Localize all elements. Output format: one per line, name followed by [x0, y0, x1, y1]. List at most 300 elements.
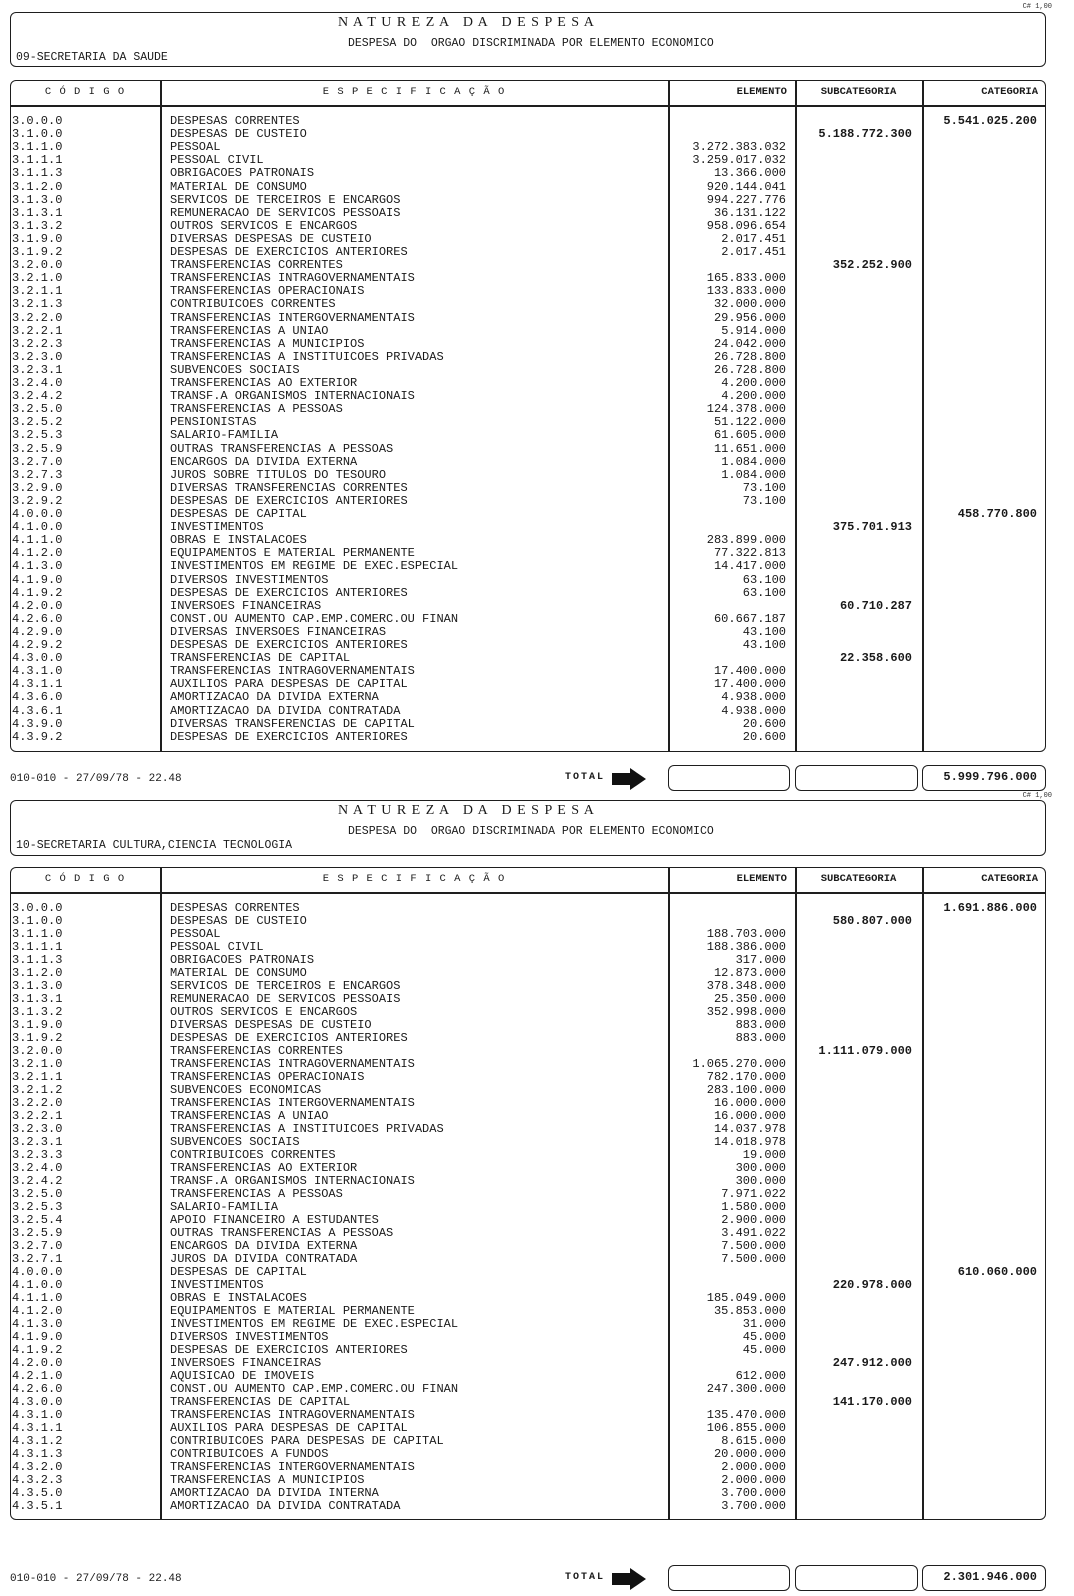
table-row	[0, 1448, 1074, 1461]
account-code: 4.1.9.2	[12, 585, 63, 600]
account-description: TRANSFERENCIAS DE CAPITAL	[170, 1395, 351, 1409]
account-code: 4.1.9.0	[12, 572, 63, 587]
account-description: DESPESAS DE CUSTEIO	[170, 127, 307, 142]
account-description: PESSOAL	[170, 140, 221, 155]
account-description: PESSOAL CIVIL	[170, 153, 264, 168]
organ-name: 10-SECRETARIA CULTURA,CIENCIA TECNOLOGIA	[16, 839, 293, 852]
account-description: TRANSFERENCIAS INTRAGOVERNAMENTAIS	[170, 664, 415, 679]
account-code: 4.3.2.0	[12, 1460, 63, 1474]
elemento-value: 8.615.000	[721, 1434, 786, 1448]
account-code: 3.2.1.1	[12, 284, 63, 299]
elemento-value: 31.000	[742, 1317, 786, 1331]
account-code: 4.3.1.1	[12, 677, 63, 692]
account-code: 4.1.9.2	[12, 1343, 63, 1357]
account-code: 3.2.5.3	[12, 1200, 63, 1214]
account-description: AUXILIOS PARA DESPESAS DE CAPITAL	[170, 1421, 408, 1435]
elemento-value: 20.000.000	[713, 1447, 786, 1461]
account-description: CONTRIBUICOES PARA DESPESAS DE CAPITAL	[170, 1434, 444, 1448]
account-code: 3.2.5.9	[12, 441, 63, 456]
elemento-value: 19.000	[742, 1148, 786, 1162]
elemento-value: 612.000	[735, 1369, 786, 1383]
table-row	[0, 560, 1074, 573]
account-code: 4.1.1.0	[12, 533, 63, 548]
account-code: 3.2.0.0	[12, 1044, 63, 1058]
account-code: 4.3.6.1	[12, 703, 63, 718]
elemento-value: 63.100	[742, 585, 786, 600]
account-description: SERVICOS DE TERCEIROS E ENCARGOS	[170, 979, 401, 993]
elemento-value: 2.900.000	[721, 1213, 786, 1227]
elemento-value: 283.100.000	[706, 1083, 786, 1097]
account-code: 4.3.1.0	[12, 1408, 63, 1422]
table-row	[0, 915, 1074, 928]
account-code: 3.2.1.3	[12, 297, 63, 312]
elemento-value: 3.491.022	[721, 1226, 786, 1240]
account-code: 3.2.4.0	[12, 376, 63, 390]
account-description: ENCARGOS DA DIVIDA EXTERNA	[170, 1239, 358, 1253]
account-description: JUROS SOBRE TITULOS DO TESOURO	[170, 467, 387, 482]
account-code: 3.1.3.0	[12, 192, 63, 207]
account-code: 3.1.3.1	[12, 205, 63, 220]
account-description: TRANSFERENCIAS CORRENTES	[170, 1044, 343, 1058]
account-description: AMORTIZACAO DA DIVIDA CONTRATADA	[170, 703, 401, 718]
account-description: AMORTIZACAO DA DIVIDA CONTRATADA	[170, 1499, 401, 1513]
account-description: TRANSFERENCIAS A INSTITUICOES PRIVADAS	[170, 1122, 444, 1136]
table-row	[0, 1136, 1074, 1149]
account-code: 3.1.9.0	[12, 1018, 63, 1032]
account-code: 3.2.4.2	[12, 389, 63, 404]
elemento-value: 73.100	[742, 480, 786, 495]
account-description: DESPESAS DE EXERCICIOS ANTERIORES	[170, 638, 408, 652]
account-code: 3.2.9.2	[12, 493, 63, 508]
elemento-value: 165.833.000	[706, 271, 786, 286]
table-row	[0, 338, 1074, 351]
account-description: DESPESAS DE EXERCICIOS ANTERIORES	[170, 493, 408, 508]
elemento-value: 2.017.451	[721, 231, 786, 246]
account-description: INVESTIMENTOS EM REGIME DE EXEC.ESPECIAL	[170, 1317, 459, 1331]
account-code: 4.3.1.3	[12, 1447, 63, 1461]
account-code: 3.1.0.0	[12, 914, 63, 928]
table-row	[0, 665, 1074, 678]
account-code: 3.2.7.1	[12, 1252, 63, 1266]
elemento-value: 63.100	[742, 572, 786, 587]
account-code: 3.1.2.0	[12, 966, 63, 980]
table-row	[0, 272, 1074, 285]
table-row	[0, 1305, 1074, 1318]
elemento-value: 958.096.654	[706, 218, 786, 233]
table-row	[0, 194, 1074, 207]
account-description: TRANSFERENCIAS AO EXTERIOR	[170, 376, 358, 390]
organ-name: 09-SECRETARIA DA SAUDE	[16, 51, 168, 64]
table-row	[0, 547, 1074, 560]
account-description: SUBVENCOES ECONOMICAS	[170, 1083, 322, 1097]
account-code: 4.1.2.0	[12, 546, 63, 561]
account-code: 4.3.0.0	[12, 651, 63, 666]
elemento-value: 60.667.187	[713, 611, 786, 626]
account-description: EQUIPAMENTOS E MATERIAL PERMANENTE	[170, 1304, 415, 1318]
elemento-value: 378.348.000	[706, 979, 786, 993]
account-description: EQUIPAMENTOS E MATERIAL PERMANENTE	[170, 546, 415, 561]
account-code: 3.1.1.0	[12, 927, 63, 941]
table-row	[0, 1097, 1074, 1110]
elemento-value: 7.500.000	[721, 1239, 786, 1253]
elemento-value: 106.855.000	[706, 1421, 786, 1435]
account-code: 4.1.9.0	[12, 1330, 63, 1344]
account-code: 4.1.3.0	[12, 1317, 63, 1331]
account-description: AUXILIOS PARA DESPESAS DE CAPITAL	[170, 677, 408, 692]
elemento-value: 247.300.000	[706, 1382, 786, 1396]
elemento-value: 24.042.000	[713, 336, 786, 351]
table-row	[0, 259, 1074, 272]
account-code: 4.3.5.0	[12, 1486, 63, 1500]
account-code: 3.0.0.0	[12, 901, 63, 915]
elemento-value: 3.272.383.032	[692, 140, 786, 155]
account-code: 4.3.0.0	[12, 1395, 63, 1409]
total-elemento	[668, 765, 790, 791]
table-row	[0, 1006, 1074, 1019]
account-description: AMORTIZACAO DA DIVIDA INTERNA	[170, 1486, 379, 1500]
elemento-value: 133.833.000	[706, 284, 786, 299]
account-code: 3.1.0.0	[12, 127, 63, 142]
run-info: 010-010 - 27/09/78 - 22.48	[10, 1573, 182, 1585]
account-code: 3.1.3.2	[12, 1005, 63, 1019]
account-description: AQUISICAO DE IMOVEIS	[170, 1369, 315, 1383]
account-description: SALARIO-FAMILIA	[170, 1200, 279, 1214]
account-code: 3.1.3.1	[12, 992, 63, 1006]
account-description: TRANSFERENCIAS DE CAPITAL	[170, 651, 351, 666]
elemento-value: 994.227.776	[706, 192, 786, 207]
table-row	[0, 902, 1074, 915]
elemento-value: 14.417.000	[713, 559, 786, 574]
table-row	[0, 364, 1074, 377]
total-categoria: 2.301.946.000	[922, 1565, 1046, 1591]
account-code: 3.0.0.0	[12, 114, 63, 128]
account-description: INVESTIMENTOS	[170, 1278, 264, 1292]
elemento-value: 43.100	[742, 624, 786, 639]
subcategoria-value: 60.710.287	[839, 598, 912, 613]
table-row	[0, 390, 1074, 403]
account-description: TRANSFERENCIAS A MUNICIPIOS	[170, 336, 365, 351]
account-code: 3.2.2.0	[12, 310, 63, 325]
table-row	[0, 429, 1074, 442]
account-description: DIVERSAS DESPESAS DE CUSTEIO	[170, 1018, 372, 1032]
account-code: 3.2.5.3	[12, 428, 63, 443]
total-subcategoria	[795, 765, 918, 791]
account-code: 4.2.6.0	[12, 1382, 63, 1396]
elemento-value: 43.100	[742, 638, 786, 652]
elemento-value: 13.366.000	[713, 166, 786, 181]
account-description: REMUNERACAO DE SERVICOS PESSOAIS	[170, 992, 401, 1006]
elemento-value: 300.000	[735, 1174, 786, 1188]
elemento-value: 317.000	[735, 953, 786, 967]
account-code: 3.2.3.1	[12, 1135, 63, 1149]
account-description: ENCARGOS DA DIVIDA EXTERNA	[170, 454, 358, 469]
table-row	[0, 1435, 1074, 1448]
account-description: OUTROS SERVICOS E ENCARGOS	[170, 218, 358, 233]
account-description: DESPESAS DE EXERCICIOS ANTERIORES	[170, 245, 408, 259]
table-row	[0, 141, 1074, 154]
account-code: 4.3.9.0	[12, 716, 63, 731]
account-description: OBRAS E INSTALACOES	[170, 1291, 307, 1305]
account-description: MATERIAL DE CONSUMO	[170, 966, 307, 980]
elemento-value: 1.084.000	[721, 467, 786, 482]
account-code: 4.1.0.0	[12, 520, 63, 535]
account-code: 3.2.4.0	[12, 1161, 63, 1175]
table-header-divider	[10, 892, 1046, 894]
account-description: SUBVENCOES SOCIAIS	[170, 362, 300, 377]
subcategoria-value: 22.358.600	[839, 651, 912, 666]
elemento-value: 3.700.000	[721, 1499, 786, 1513]
table-row	[0, 416, 1074, 429]
elemento-value: 51.122.000	[713, 415, 786, 430]
account-description: MATERIAL DE CONSUMO	[170, 179, 307, 194]
account-description: TRANSFERENCIAS A PESSOAS	[170, 402, 343, 417]
table-row	[0, 1019, 1074, 1032]
column-header-elemento: ELEMENTO	[736, 86, 787, 98]
column-header-codigo: C Ó D I G O	[44, 86, 126, 98]
table-row	[0, 1175, 1074, 1188]
elemento-value: 4.938.000	[721, 690, 786, 705]
account-code: 3.2.5.0	[12, 1187, 63, 1201]
account-code: 3.1.9.0	[12, 231, 63, 246]
account-code: 4.3.9.2	[12, 729, 63, 744]
account-code: 3.2.2.3	[12, 336, 63, 351]
elemento-value: 17.400.000	[713, 677, 786, 692]
elemento-value: 32.000.000	[713, 297, 786, 312]
account-description: SERVICOS DE TERCEIROS E ENCARGOS	[170, 192, 401, 207]
table-row	[0, 351, 1074, 364]
table-row	[0, 954, 1074, 967]
account-code: 3.1.1.0	[12, 140, 63, 155]
form-reference: C# 1,00	[1022, 3, 1052, 11]
categoria-value: 1.691.886.000	[943, 901, 1037, 915]
account-code: 4.1.1.0	[12, 1291, 63, 1305]
subcategoria-value: 5.188.772.300	[818, 127, 912, 142]
account-code: 3.2.7.3	[12, 467, 63, 482]
table-row	[0, 1149, 1074, 1162]
elemento-value: 77.322.813	[713, 546, 786, 561]
subcategoria-value: 580.807.000	[832, 914, 912, 928]
account-code: 3.2.5.4	[12, 1213, 63, 1227]
account-description: DIVERSAS DESPESAS DE CUSTEIO	[170, 231, 372, 246]
account-description: TRANSFERENCIAS A MUNICIPIOS	[170, 1473, 365, 1487]
account-code: 3.2.9.0	[12, 480, 63, 495]
account-description: OUTROS SERVICOS E ENCARGOS	[170, 1005, 358, 1019]
elemento-value: 45.000	[742, 1330, 786, 1344]
elemento-value: 883.000	[735, 1031, 786, 1045]
account-description: DIVERSOS INVESTIMENTOS	[170, 572, 329, 587]
table-row	[0, 1396, 1074, 1409]
elemento-value: 45.000	[742, 1343, 786, 1357]
table-row	[0, 298, 1074, 311]
table-row	[0, 220, 1074, 233]
column-header-elemento: ELEMENTO	[736, 873, 787, 885]
account-description: TRANSFERENCIAS INTERGOVERNAMENTAIS	[170, 310, 415, 325]
elemento-value: 4.938.000	[721, 703, 786, 718]
account-code: 3.2.5.2	[12, 415, 63, 430]
elemento-value: 2.017.451	[721, 245, 786, 259]
elemento-value: 20.600	[742, 716, 786, 731]
account-code: 3.2.1.1	[12, 1070, 63, 1084]
table-row	[0, 246, 1074, 259]
account-description: PENSIONISTAS	[170, 415, 257, 430]
account-description: DESPESAS DE EXERCICIOS ANTERIORES	[170, 1343, 408, 1357]
table-row	[0, 181, 1074, 194]
column-header-categoria: CATEGORIA	[981, 86, 1038, 98]
elemento-value: 3.700.000	[721, 1486, 786, 1500]
total-categoria: 5.999.796.000	[922, 765, 1046, 791]
account-code: 3.1.1.1	[12, 153, 63, 168]
table-row	[0, 1331, 1074, 1344]
account-description: SUBVENCOES SOCIAIS	[170, 1135, 300, 1149]
table-row	[0, 1214, 1074, 1227]
elemento-value: 26.728.800	[713, 362, 786, 377]
account-code: 3.2.5.0	[12, 402, 63, 417]
categoria-value: 458.770.800	[957, 507, 1037, 521]
table-row	[0, 980, 1074, 993]
account-description: PESSOAL	[170, 927, 221, 941]
categoria-value: 5.541.025.200	[943, 114, 1037, 128]
table-row	[0, 1032, 1074, 1045]
total-label: TOTAL	[565, 1572, 606, 1583]
elemento-value: 14.037.978	[713, 1122, 786, 1136]
account-description: INVESTIMENTOS EM REGIME DE EXEC.ESPECIAL	[170, 559, 459, 574]
table-row	[0, 1357, 1074, 1370]
elemento-value: 5.914.000	[721, 323, 786, 338]
table-row	[0, 233, 1074, 246]
account-code: 4.0.0.0	[12, 1265, 63, 1279]
subcategoria-value: 375.701.913	[832, 520, 912, 535]
table-row	[0, 482, 1074, 495]
account-code: 3.2.1.2	[12, 1083, 63, 1097]
account-description: CONTRIBUICOES CORRENTES	[170, 1148, 336, 1162]
elemento-value: 17.400.000	[713, 664, 786, 679]
account-code: 3.2.7.0	[12, 1239, 63, 1253]
elemento-value: 14.018.978	[713, 1135, 786, 1149]
elemento-value: 4.200.000	[721, 389, 786, 404]
elemento-value: 61.605.000	[713, 428, 786, 443]
account-description: APOIO FINANCEIRO A ESTUDANTES	[170, 1213, 379, 1227]
total-label: TOTAL	[565, 772, 606, 783]
elemento-value: 185.049.000	[706, 1291, 786, 1305]
table-row	[0, 469, 1074, 482]
table-row	[0, 1227, 1074, 1240]
table-row	[0, 652, 1074, 665]
table-row	[0, 1318, 1074, 1331]
account-description: DIVERSAS TRANSFERENCIAS DE CAPITAL	[170, 716, 415, 731]
column-header-codigo: C Ó D I G O	[44, 873, 126, 885]
account-code: 3.1.1.1	[12, 940, 63, 954]
elemento-value: 782.170.000	[706, 1070, 786, 1084]
account-description: TRANSF.A ORGANISMOS INTERNACIONAIS	[170, 389, 415, 404]
account-code: 4.2.9.0	[12, 624, 63, 639]
account-code: 3.2.3.3	[12, 1148, 63, 1162]
table-row	[0, 1474, 1074, 1487]
table-row	[0, 207, 1074, 220]
table-row	[0, 1253, 1074, 1266]
account-description: DESPESAS DE CAPITAL	[170, 507, 307, 521]
table-row	[0, 574, 1074, 587]
table-row	[0, 718, 1074, 731]
account-description: INVERSOES FINANCEIRAS	[170, 598, 322, 613]
subcategoria-value: 352.252.900	[832, 258, 912, 273]
elemento-value: 2.000.000	[721, 1460, 786, 1474]
column-header-categoria: CATEGORIA	[981, 873, 1038, 885]
account-description: REMUNERACAO DE SERVICOS PESSOAIS	[170, 205, 401, 220]
account-description: OBRAS E INSTALACOES	[170, 533, 307, 548]
subcategoria-value: 247.912.000	[832, 1356, 912, 1370]
table-row	[0, 167, 1074, 180]
account-description: DIVERSAS TRANSFERENCIAS CORRENTES	[170, 480, 408, 495]
table-row	[0, 443, 1074, 456]
account-code: 4.3.1.0	[12, 664, 63, 679]
elemento-value: 35.853.000	[713, 1304, 786, 1318]
table-row	[0, 1201, 1074, 1214]
table-row	[0, 967, 1074, 980]
account-code: 4.3.6.0	[12, 690, 63, 705]
account-description: TRANSFERENCIAS INTERGOVERNAMENTAIS	[170, 1460, 415, 1474]
table-row	[0, 154, 1074, 167]
account-code: 4.3.1.1	[12, 1421, 63, 1435]
table-row	[0, 1123, 1074, 1136]
table-row	[0, 1279, 1074, 1292]
table-row	[0, 993, 1074, 1006]
elemento-value: 1.580.000	[721, 1200, 786, 1214]
table-row	[0, 678, 1074, 691]
total-elemento	[668, 1565, 790, 1591]
elemento-value: 25.350.000	[713, 992, 786, 1006]
column-header-subcategoria: SUBCATEGORIA	[820, 86, 897, 98]
elemento-value: 124.378.000	[706, 402, 786, 417]
account-description: TRANSFERENCIAS AO EXTERIOR	[170, 1161, 358, 1175]
account-description: INVESTIMENTOS	[170, 520, 264, 535]
elemento-value: 7.971.022	[721, 1187, 786, 1201]
account-code: 4.2.0.0	[12, 1356, 63, 1370]
elemento-value: 883.000	[735, 1018, 786, 1032]
account-description: DESPESAS CORRENTES	[170, 901, 300, 915]
elemento-value: 2.000.000	[721, 1473, 786, 1487]
elemento-value: 11.651.000	[713, 441, 786, 456]
account-code: 3.2.5.9	[12, 1226, 63, 1240]
elemento-value: 352.998.000	[706, 1005, 786, 1019]
elemento-value: 283.899.000	[706, 533, 786, 548]
account-code: 3.2.1.0	[12, 271, 63, 286]
account-code: 3.2.4.2	[12, 1174, 63, 1188]
form-reference: C# 1,00	[1022, 792, 1052, 800]
account-description: DESPESAS DE EXERCICIOS ANTERIORES	[170, 729, 408, 744]
elemento-value: 73.100	[742, 493, 786, 508]
account-code: 3.2.2.1	[12, 323, 63, 338]
account-code: 3.1.9.2	[12, 245, 63, 259]
table-row	[0, 1240, 1074, 1253]
table-row	[0, 1058, 1074, 1071]
total-subcategoria	[795, 1565, 918, 1591]
table-row	[0, 1162, 1074, 1175]
account-description: TRANSFERENCIAS INTERGOVERNAMENTAIS	[170, 1096, 415, 1110]
table-row	[0, 1071, 1074, 1084]
categoria-value: 610.060.000	[957, 1265, 1037, 1279]
account-description: CONST.OU AUMENTO CAP.EMP.COMERC.OU FINAN	[170, 611, 459, 626]
account-code: 3.1.1.3	[12, 166, 63, 181]
table-row	[0, 1084, 1074, 1097]
elemento-value: 3.259.017.032	[692, 153, 786, 168]
account-description: INVERSOES FINANCEIRAS	[170, 1356, 322, 1370]
account-description: AMORTIZACAO DA DIVIDA EXTERNA	[170, 690, 379, 705]
account-description: SALARIO-FAMILIA	[170, 428, 279, 443]
account-description: DESPESAS DE EXERCICIOS ANTERIORES	[170, 1031, 408, 1045]
run-info: 010-010 - 27/09/78 - 22.48	[10, 773, 182, 785]
table-row	[0, 495, 1074, 508]
account-code: 3.2.1.0	[12, 1057, 63, 1071]
